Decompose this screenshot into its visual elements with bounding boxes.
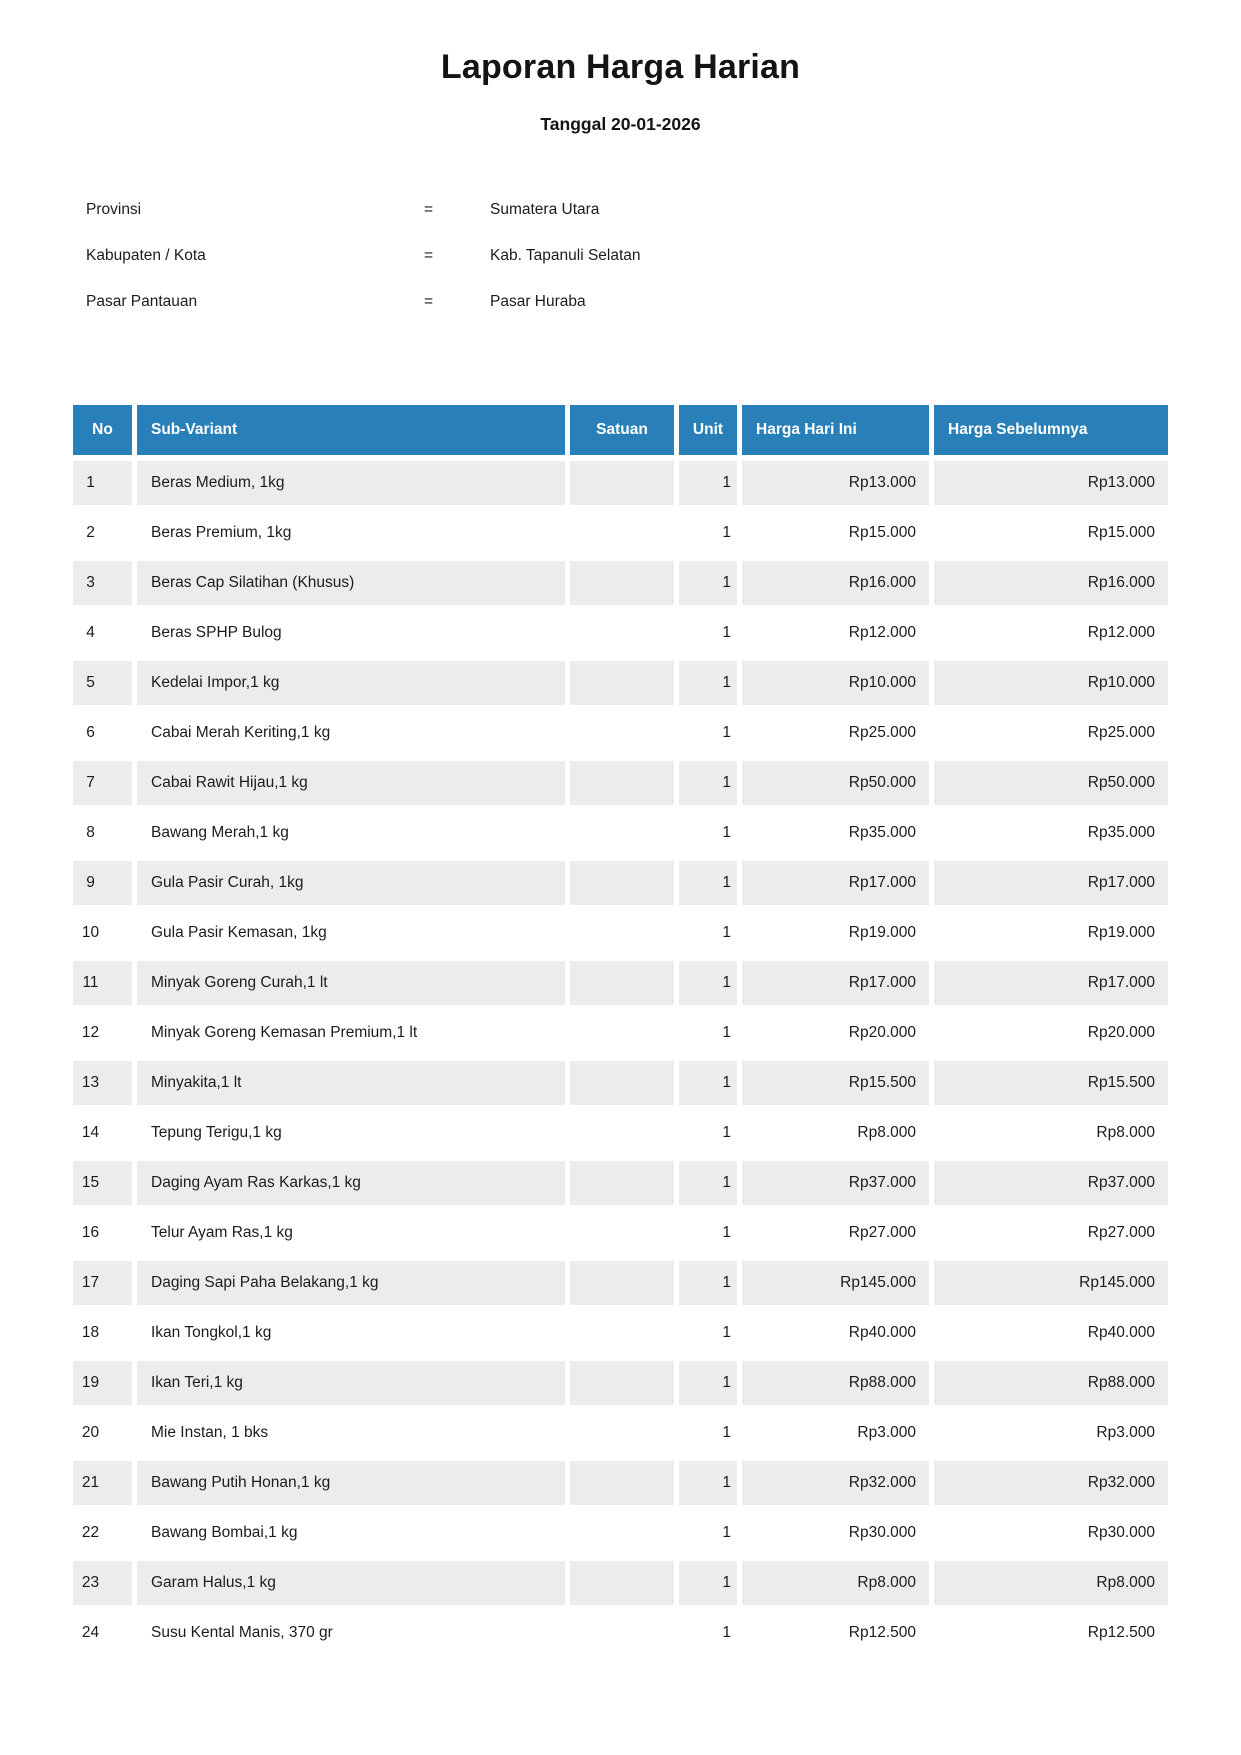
- cell-no: 23: [73, 1561, 132, 1605]
- cell-harga-sebelumnya: Rp8.000: [934, 1111, 1168, 1155]
- cell-harga-hari-ini: Rp12.000: [742, 611, 929, 655]
- cell-satuan: [570, 511, 674, 555]
- cell-unit: 1: [679, 1261, 737, 1305]
- cell-harga-hari-ini: Rp37.000: [742, 1161, 929, 1205]
- cell-no: 4: [73, 611, 132, 655]
- cell-no: 9: [73, 861, 132, 905]
- cell-no: 15: [73, 1161, 132, 1205]
- cell-unit: 1: [679, 461, 737, 505]
- cell-satuan: [570, 661, 674, 705]
- equals-sign: =: [424, 247, 434, 264]
- cell-harga-hari-ini: Rp17.000: [742, 961, 929, 1005]
- cell-unit: 1: [679, 811, 737, 855]
- cell-unit: 1: [679, 711, 737, 755]
- cell-no: 20: [73, 1411, 132, 1455]
- cell-harga-sebelumnya: Rp17.000: [934, 961, 1168, 1005]
- cell-sub-variant: Bawang Merah,1 kg: [137, 811, 565, 855]
- cell-harga-sebelumnya: Rp25.000: [934, 711, 1168, 755]
- cell-sub-variant: Daging Ayam Ras Karkas,1 kg: [137, 1161, 565, 1205]
- cell-sub-variant: Cabai Merah Keriting,1 kg: [137, 711, 565, 755]
- cell-harga-sebelumnya: Rp10.000: [934, 661, 1168, 705]
- cell-no: 8: [73, 811, 132, 855]
- cell-unit: 1: [679, 1011, 737, 1055]
- cell-sub-variant: Kedelai Impor,1 kg: [137, 661, 565, 705]
- cell-unit: 1: [679, 661, 737, 705]
- cell-unit: 1: [679, 611, 737, 655]
- cell-satuan: [570, 761, 674, 805]
- cell-unit: 1: [679, 1361, 737, 1405]
- table-row: [73, 1211, 1168, 1255]
- cell-harga-sebelumnya: Rp20.000: [934, 1011, 1168, 1055]
- cell-harga-sebelumnya: Rp35.000: [934, 811, 1168, 855]
- cell-harga-hari-ini: Rp12.500: [742, 1611, 929, 1655]
- cell-no: 13: [73, 1061, 132, 1105]
- cell-harga-hari-ini: Rp19.000: [742, 911, 929, 955]
- cell-sub-variant: Minyak Goreng Curah,1 lt: [137, 961, 565, 1005]
- column-header-no: No: [73, 405, 132, 455]
- cell-unit: 1: [679, 861, 737, 905]
- cell-unit: 1: [679, 911, 737, 955]
- table-row: [73, 561, 1168, 605]
- cell-harga-hari-ini: Rp40.000: [742, 1311, 929, 1355]
- table-body: [73, 461, 1168, 1655]
- cell-satuan: [570, 711, 674, 755]
- table-row: [73, 1561, 1168, 1605]
- cell-no: 6: [73, 711, 132, 755]
- cell-no: 11: [73, 961, 132, 1005]
- cell-harga-sebelumnya: Rp19.000: [934, 911, 1168, 955]
- meta-row-provinsi: [86, 201, 1155, 247]
- cell-sub-variant: Minyak Goreng Kemasan Premium,1 lt: [137, 1011, 565, 1055]
- cell-satuan: [570, 1261, 674, 1305]
- table-header-row: [73, 405, 1168, 455]
- cell-sub-variant: Bawang Putih Honan,1 kg: [137, 1461, 565, 1505]
- cell-sub-variant: Garam Halus,1 kg: [137, 1561, 565, 1605]
- cell-satuan: [570, 861, 674, 905]
- cell-harga-sebelumnya: Rp8.000: [934, 1561, 1168, 1605]
- table-row: [73, 961, 1168, 1005]
- cell-no: 19: [73, 1361, 132, 1405]
- cell-satuan: [570, 1511, 674, 1555]
- cell-harga-sebelumnya: Rp3.000: [934, 1411, 1168, 1455]
- cell-harga-sebelumnya: Rp15.000: [934, 511, 1168, 555]
- cell-sub-variant: Beras Premium, 1kg: [137, 511, 565, 555]
- table-row: [73, 1511, 1168, 1555]
- cell-no: 17: [73, 1261, 132, 1305]
- table-row: [73, 761, 1168, 805]
- table-row: [73, 1111, 1168, 1155]
- cell-unit: 1: [679, 1411, 737, 1455]
- cell-satuan: [570, 1611, 674, 1655]
- cell-satuan: [570, 1461, 674, 1505]
- cell-satuan: [570, 961, 674, 1005]
- price-table: [73, 405, 1168, 1655]
- cell-satuan: [570, 1561, 674, 1605]
- table-row: [73, 661, 1168, 705]
- cell-harga-sebelumnya: Rp13.000: [934, 461, 1168, 505]
- cell-sub-variant: Telur Ayam Ras,1 kg: [137, 1211, 565, 1255]
- table-row: [73, 811, 1168, 855]
- meta-row-kabupaten: [86, 247, 1155, 293]
- cell-harga-sebelumnya: Rp17.000: [934, 861, 1168, 905]
- cell-harga-hari-ini: Rp15.500: [742, 1061, 929, 1105]
- cell-sub-variant: Mie Instan, 1 bks: [137, 1411, 565, 1455]
- cell-harga-hari-ini: Rp8.000: [742, 1561, 929, 1605]
- cell-harga-hari-ini: Rp10.000: [742, 661, 929, 705]
- table-row: [73, 461, 1168, 505]
- table-row: [73, 1461, 1168, 1505]
- column-header-unit: Unit: [679, 405, 737, 455]
- cell-no: 3: [73, 561, 132, 605]
- cell-sub-variant: Beras Medium, 1kg: [137, 461, 565, 505]
- cell-harga-sebelumnya: Rp40.000: [934, 1311, 1168, 1355]
- cell-satuan: [570, 1311, 674, 1355]
- cell-unit: 1: [679, 561, 737, 605]
- cell-harga-sebelumnya: Rp12.500: [934, 1611, 1168, 1655]
- cell-unit: 1: [679, 511, 737, 555]
- cell-harga-hari-ini: Rp13.000: [742, 461, 929, 505]
- cell-satuan: [570, 1061, 674, 1105]
- cell-unit: 1: [679, 761, 737, 805]
- cell-no: 1: [73, 461, 132, 505]
- cell-unit: 1: [679, 1511, 737, 1555]
- cell-sub-variant: Tepung Terigu,1 kg: [137, 1111, 565, 1155]
- meta-row-pasar: [86, 293, 1155, 339]
- cell-harga-hari-ini: Rp145.000: [742, 1261, 929, 1305]
- cell-sub-variant: Ikan Teri,1 kg: [137, 1361, 565, 1405]
- table-row: [73, 1261, 1168, 1305]
- cell-no: 24: [73, 1611, 132, 1655]
- equals-sign: =: [424, 201, 434, 218]
- cell-satuan: [570, 1011, 674, 1055]
- cell-harga-hari-ini: Rp8.000: [742, 1111, 929, 1155]
- cell-harga-sebelumnya: Rp88.000: [934, 1361, 1168, 1405]
- cell-satuan: [570, 811, 674, 855]
- cell-no: 22: [73, 1511, 132, 1555]
- cell-no: 14: [73, 1111, 132, 1155]
- cell-harga-sebelumnya: Rp37.000: [934, 1161, 1168, 1205]
- cell-sub-variant: Beras SPHP Bulog: [137, 611, 565, 655]
- table-row: [73, 911, 1168, 955]
- meta-value: Sumatera Utara: [490, 201, 600, 218]
- cell-no: 10: [73, 911, 132, 955]
- cell-satuan: [570, 1111, 674, 1155]
- cell-harga-hari-ini: Rp17.000: [742, 861, 929, 905]
- cell-unit: 1: [679, 1211, 737, 1255]
- table-row: [73, 1311, 1168, 1355]
- page-title: Laporan Harga Harian: [440, 48, 801, 86]
- report-meta-block: [86, 201, 1155, 339]
- cell-sub-variant: Daging Sapi Paha Belakang,1 kg: [137, 1261, 565, 1305]
- cell-harga-sebelumnya: Rp32.000: [934, 1461, 1168, 1505]
- cell-harga-hari-ini: Rp3.000: [742, 1411, 929, 1455]
- table-row: [73, 1611, 1168, 1655]
- meta-value: Pasar Huraba: [490, 293, 586, 310]
- cell-unit: 1: [679, 961, 737, 1005]
- cell-sub-variant: Gula Pasir Curah, 1kg: [137, 861, 565, 905]
- table-row: [73, 861, 1168, 905]
- cell-harga-hari-ini: Rp35.000: [742, 811, 929, 855]
- cell-satuan: [570, 1361, 674, 1405]
- cell-unit: 1: [679, 1611, 737, 1655]
- cell-harga-hari-ini: Rp27.000: [742, 1211, 929, 1255]
- cell-unit: 1: [679, 1111, 737, 1155]
- cell-harga-sebelumnya: Rp12.000: [934, 611, 1168, 655]
- table-row: [73, 1161, 1168, 1205]
- cell-sub-variant: Beras Cap Silatihan (Khusus): [137, 561, 565, 605]
- cell-satuan: [570, 611, 674, 655]
- cell-harga-hari-ini: Rp25.000: [742, 711, 929, 755]
- cell-harga-sebelumnya: Rp145.000: [934, 1261, 1168, 1305]
- cell-harga-hari-ini: Rp88.000: [742, 1361, 929, 1405]
- cell-sub-variant: Ikan Tongkol,1 kg: [137, 1311, 565, 1355]
- table-row: [73, 1361, 1168, 1405]
- cell-harga-hari-ini: Rp32.000: [742, 1461, 929, 1505]
- table-row: [73, 1011, 1168, 1055]
- cell-satuan: [570, 1411, 674, 1455]
- report-date-subtitle: Tanggal 20-01-2026: [540, 114, 701, 134]
- cell-satuan: [570, 561, 674, 605]
- table-row: [73, 1061, 1168, 1105]
- cell-sub-variant: Susu Kental Manis, 370 gr: [137, 1611, 565, 1655]
- meta-value: Kab. Tapanuli Selatan: [490, 247, 641, 264]
- cell-no: 2: [73, 511, 132, 555]
- column-header-satuan: Satuan: [570, 405, 674, 455]
- equals-sign: =: [424, 293, 434, 310]
- cell-harga-sebelumnya: Rp15.500: [934, 1061, 1168, 1105]
- cell-satuan: [570, 461, 674, 505]
- cell-harga-hari-ini: Rp50.000: [742, 761, 929, 805]
- cell-no: 7: [73, 761, 132, 805]
- cell-satuan: [570, 1161, 674, 1205]
- cell-sub-variant: Bawang Bombai,1 kg: [137, 1511, 565, 1555]
- cell-no: 16: [73, 1211, 132, 1255]
- meta-label: Pasar Pantauan: [86, 293, 198, 310]
- cell-sub-variant: Gula Pasir Kemasan, 1kg: [137, 911, 565, 955]
- cell-satuan: [570, 911, 674, 955]
- cell-unit: 1: [679, 1161, 737, 1205]
- table-row: [73, 711, 1168, 755]
- table-row: [73, 511, 1168, 555]
- cell-unit: 1: [679, 1311, 737, 1355]
- cell-harga-hari-ini: Rp30.000: [742, 1511, 929, 1555]
- cell-unit: 1: [679, 1561, 737, 1605]
- cell-harga-hari-ini: Rp20.000: [742, 1011, 929, 1055]
- cell-no: 5: [73, 661, 132, 705]
- cell-harga-sebelumnya: Rp16.000: [934, 561, 1168, 605]
- meta-label: Kabupaten / Kota: [86, 247, 206, 264]
- cell-unit: 1: [679, 1061, 737, 1105]
- cell-no: 21: [73, 1461, 132, 1505]
- cell-harga-sebelumnya: Rp50.000: [934, 761, 1168, 805]
- table-row: [73, 1411, 1168, 1455]
- cell-sub-variant: Cabai Rawit Hijau,1 kg: [137, 761, 565, 805]
- cell-harga-sebelumnya: Rp27.000: [934, 1211, 1168, 1255]
- cell-no: 18: [73, 1311, 132, 1355]
- meta-label: Provinsi: [86, 201, 142, 218]
- table-row: [73, 611, 1168, 655]
- cell-harga-sebelumnya: Rp30.000: [934, 1511, 1168, 1555]
- cell-harga-hari-ini: Rp16.000: [742, 561, 929, 605]
- cell-harga-hari-ini: Rp15.000: [742, 511, 929, 555]
- column-header-harga-hari-ini: Harga Hari Ini: [742, 405, 929, 455]
- cell-sub-variant: Minyakita,1 lt: [137, 1061, 565, 1105]
- cell-satuan: [570, 1211, 674, 1255]
- column-header-harga-sebelumnya: Harga Sebelumnya: [934, 405, 1168, 455]
- column-header-sub-variant: Sub-Variant: [137, 405, 565, 455]
- cell-unit: 1: [679, 1461, 737, 1505]
- cell-no: 12: [73, 1011, 132, 1055]
